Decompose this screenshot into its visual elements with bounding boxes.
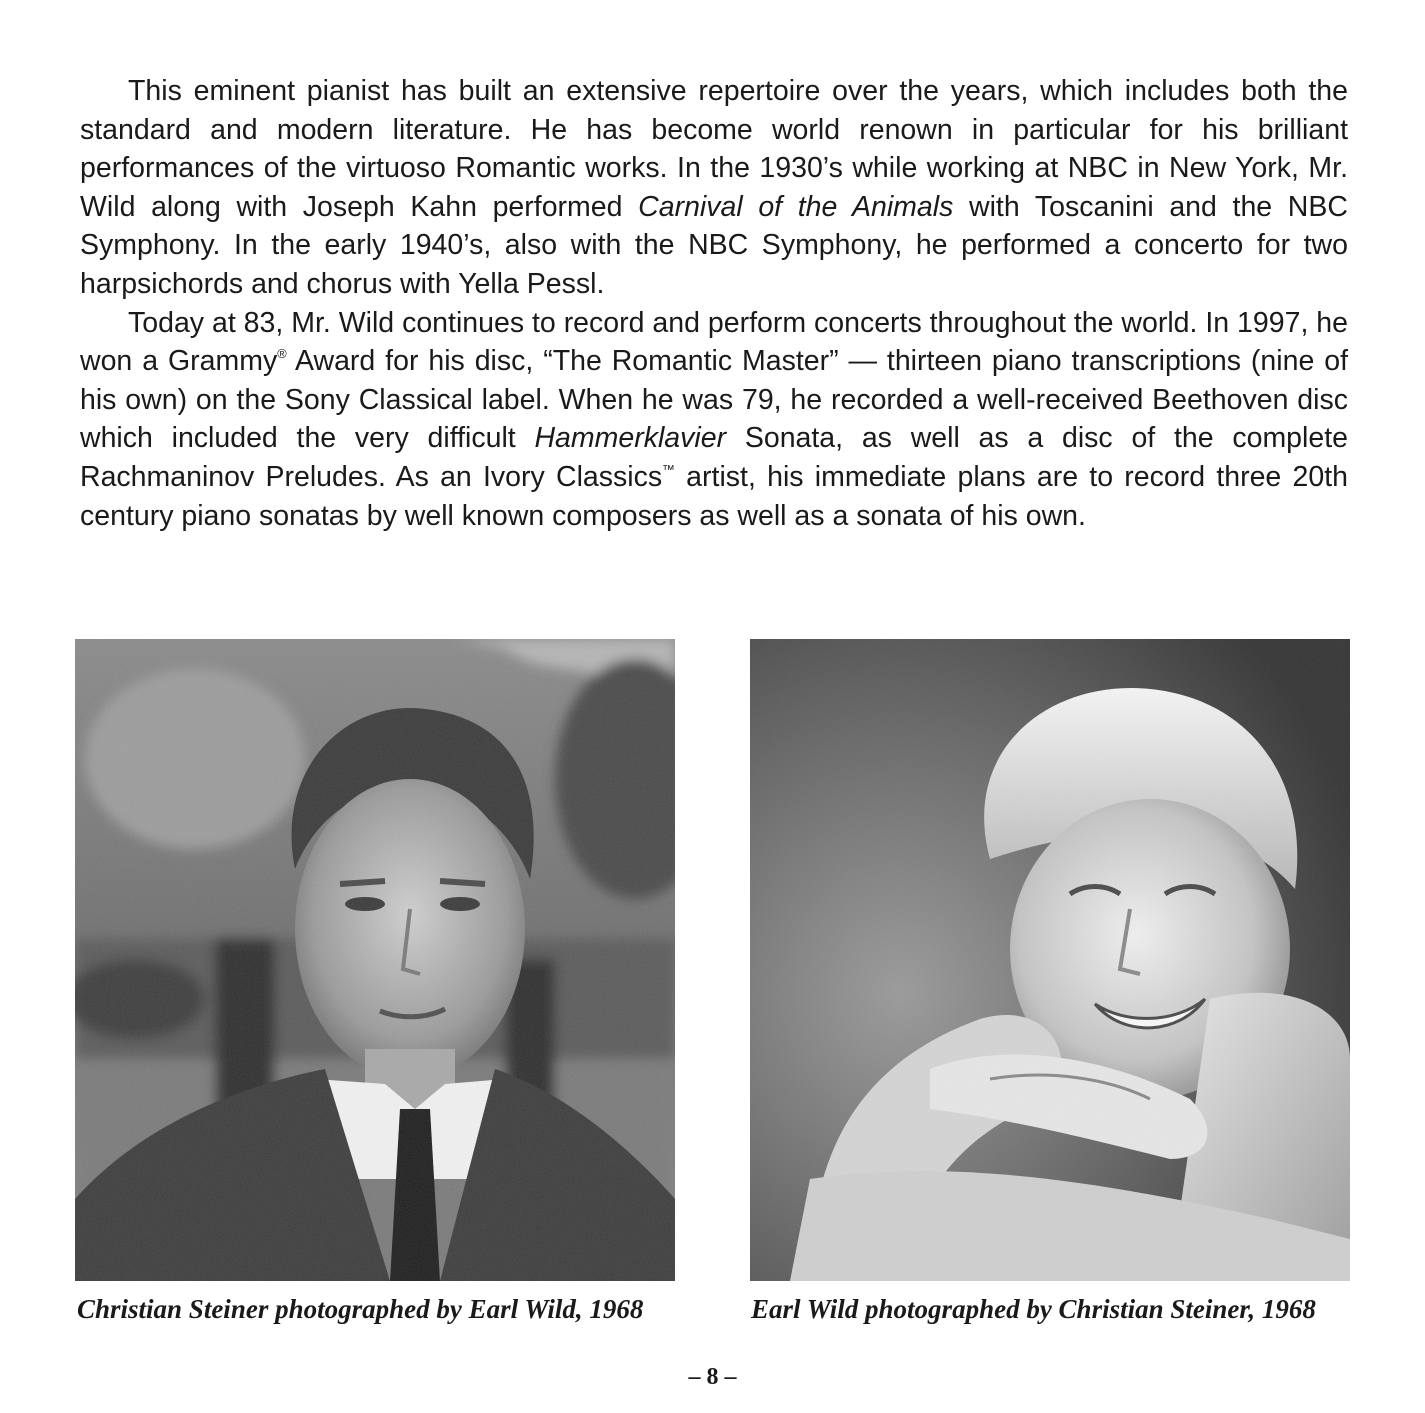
page-number: – 8 – [688,1364,737,1390]
portrait-image [750,639,1350,1281]
paragraph-1: This eminent pianist has built an extensive repertoire over the years, which includes both the standard and modern literature. He has become world renown in particular for his brilliant performances of the virtuoso Romantic works. In the 1930’s while working at NBC in New York, Mr. Wild along with Joseph Kahn performed Carnival of the Animals with Toscanini and the NBC Symphony. In the early 1940’s, also with the NBC Symphony, he performed a concerto for two harpsichords and chorus with Yella Pessl. [80,75,1348,300]
body-text [80,72,1348,535]
work-title-carnival: Carnival of the Animals [638,190,954,223]
work-title-hammerklavier: Hammerklavier [534,422,727,455]
photo-earl-wild [750,639,1350,1281]
photo-caption-right: Earl Wild photographed by Christian Steiner, 1968 [751,1294,1316,1324]
photo-caption-left: Christian Steiner photographed by Earl Wild, 1968 [77,1294,644,1324]
paragraph-2: Today at 83, Mr. Wild continues to record and perform concerts throughout the world. In 1997, he won a Grammy® Award for his disc, “The Romantic Master” — thirteen piano transcriptions (nine of his own) on the Sony Classical label. When he was 79, he recorded a well-received Beethoven disc which included the very difficult Hammerklavier Sonata, as well as a disc of the complete Rachmaninov Preludes. As an Ivory Classics™ artist, his immediate plans are to record three 20th century piano sonatas by well known composers as well as a sonata of his own. [80,306,1348,532]
photo-christian-steiner [75,639,675,1281]
trademark-mark: ™ [662,461,675,477]
portrait-image [75,639,675,1281]
registered-mark: ® [277,345,287,361]
